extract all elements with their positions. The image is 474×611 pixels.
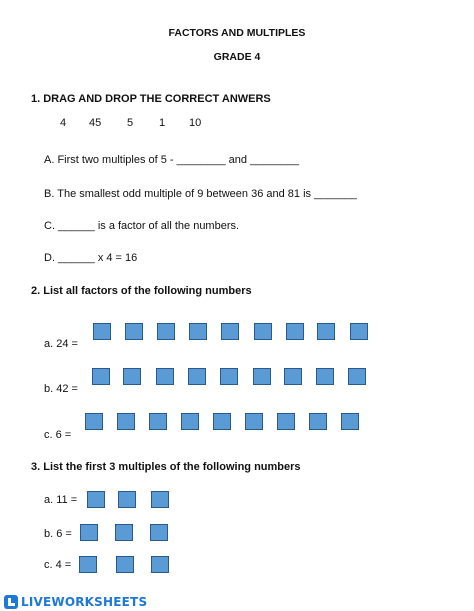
question-1a: A. First two multiples of 5 - ________ and ________ <box>44 154 299 166</box>
liveworksheets-logo-text: LIVEWORKSHEETS <box>21 595 148 609</box>
draggable-option[interactable]: 1 <box>159 117 166 129</box>
answer-drop-box[interactable] <box>87 491 105 508</box>
question-3-heading: 3. List the first 3 multiples of the following numbers <box>31 461 301 473</box>
answer-drop-box[interactable] <box>277 413 295 430</box>
answer-drop-box[interactable] <box>309 413 327 430</box>
answer-drop-box[interactable] <box>151 491 169 508</box>
factor-row-label: a. 24 = <box>44 338 78 350</box>
draggable-option[interactable]: 5 <box>127 117 134 129</box>
answer-drop-box[interactable] <box>189 323 207 340</box>
answer-drop-box[interactable] <box>188 368 206 385</box>
answer-drop-box[interactable] <box>213 413 231 430</box>
answer-drop-box[interactable] <box>156 368 174 385</box>
answer-drop-box[interactable] <box>350 323 368 340</box>
question-1c: C. ______ is a factor of all the numbers. <box>44 220 240 232</box>
answer-drop-box[interactable] <box>151 556 169 573</box>
answer-drop-box[interactable] <box>245 413 263 430</box>
answer-drop-box[interactable] <box>80 524 98 541</box>
answer-drop-box[interactable] <box>93 323 111 340</box>
factor-row-label: c. 6 = <box>44 429 72 441</box>
answer-drop-box[interactable] <box>341 413 359 430</box>
answer-drop-box[interactable] <box>348 368 366 385</box>
answer-drop-box[interactable] <box>116 556 134 573</box>
draggable-option[interactable]: 10 <box>189 117 202 129</box>
answer-drop-box[interactable] <box>317 323 335 340</box>
answer-drop-box[interactable] <box>220 368 238 385</box>
factor-row-label: b. 42 = <box>44 383 78 395</box>
answer-drop-box[interactable] <box>157 323 175 340</box>
question-1b: B. The smallest odd multiple of 9 between 36 and 81 is _______ <box>44 188 357 200</box>
draggable-option[interactable]: 4 <box>60 117 67 129</box>
answer-drop-box[interactable] <box>286 323 304 340</box>
answer-drop-box[interactable] <box>284 368 302 385</box>
worksheet-title: FACTORS AND MULTIPLES <box>168 27 306 39</box>
answer-drop-box[interactable] <box>253 368 271 385</box>
answer-drop-box[interactable] <box>254 323 272 340</box>
multiple-row-label: b. 6 = <box>44 528 72 540</box>
answer-drop-box[interactable] <box>149 413 167 430</box>
answer-drop-box[interactable] <box>181 413 199 430</box>
answer-drop-box[interactable] <box>125 323 143 340</box>
answer-drop-box[interactable] <box>115 524 133 541</box>
question-2-heading: 2. List all factors of the following numbers <box>31 285 252 297</box>
question-1-heading: 1. DRAG AND DROP THE CORRECT ANWERS <box>31 93 271 105</box>
answer-drop-box[interactable] <box>92 368 110 385</box>
answer-drop-box[interactable] <box>123 368 141 385</box>
answer-drop-box[interactable] <box>85 413 103 430</box>
answer-drop-box[interactable] <box>221 323 239 340</box>
multiple-row-label: c. 4 = <box>44 559 72 571</box>
answer-drop-box[interactable] <box>79 556 97 573</box>
answer-drop-box[interactable] <box>118 491 136 508</box>
liveworksheets-logo-icon <box>4 595 18 609</box>
question-1d: D. ______ x 4 = 16 <box>44 252 138 264</box>
multiple-row-label: a. 11 = <box>44 494 78 506</box>
worksheet-grade: GRADE 4 <box>213 51 261 63</box>
answer-drop-box[interactable] <box>150 524 168 541</box>
answer-drop-box[interactable] <box>316 368 334 385</box>
draggable-option[interactable]: 45 <box>89 117 102 129</box>
liveworksheets-logo <box>4 594 147 610</box>
answer-drop-box[interactable] <box>117 413 135 430</box>
